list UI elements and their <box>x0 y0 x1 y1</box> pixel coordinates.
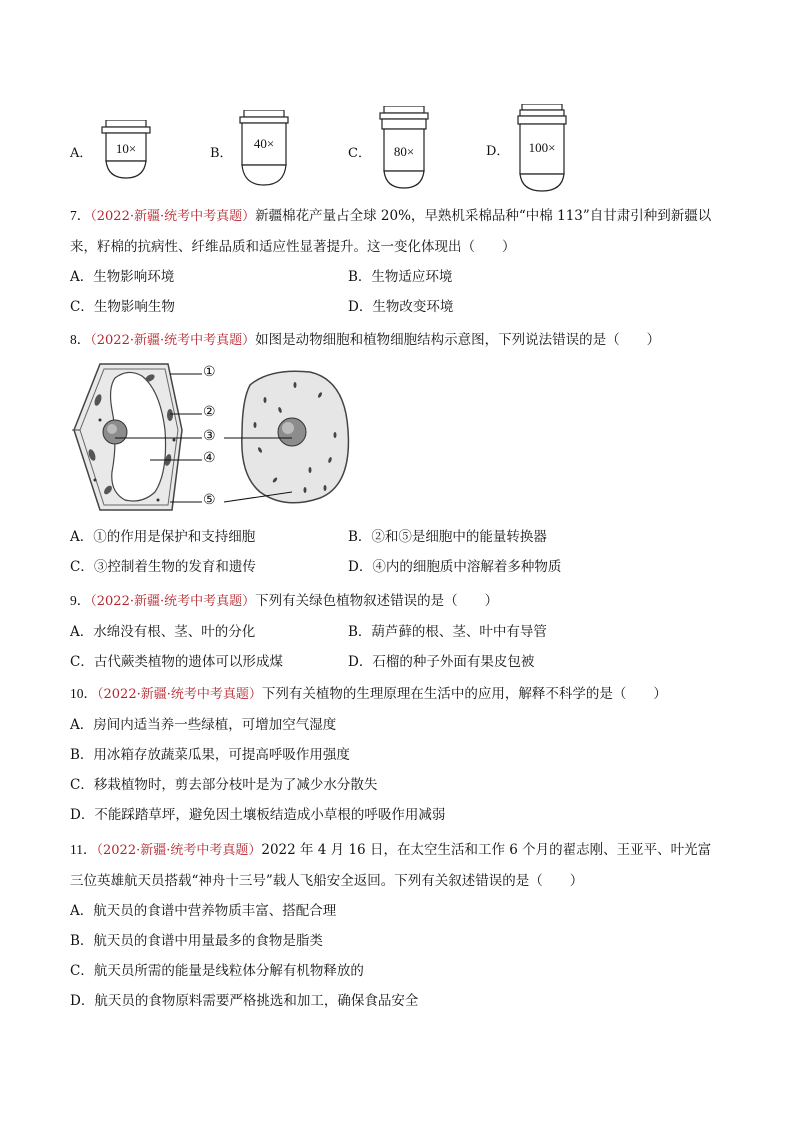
question-stem: 下列有关绿色植物叙述错误的是（ ） <box>255 593 499 609</box>
question-11 <box>70 835 730 1016</box>
cell-diagram-svg <box>70 360 370 520</box>
question-source: （2022·新疆·统考中考真题） <box>96 843 262 858</box>
q6-option-letter: A． <box>70 146 93 161</box>
option-a: A．房间内适当养一些绿植，可增加空气湿度 <box>70 717 337 733</box>
lens-magnification-label: 10× <box>115 141 137 156</box>
question-number: 10． <box>70 686 97 701</box>
question-stem: 下列有关植物的生理原理在生活中的应用，解释不科学的是（ ） <box>261 686 667 702</box>
objective-lens-icon <box>374 106 434 194</box>
option-d: D．生物改变环境 <box>348 299 454 315</box>
diagram-label-3: ③ <box>203 428 216 444</box>
q6-option-d <box>486 100 626 195</box>
option-c: C．古代蕨类植物的遗体可以形成煤 <box>70 654 283 670</box>
question-number: 7． <box>70 208 91 223</box>
option-c: C．生物影响生物 <box>70 299 175 315</box>
option-c: C．航天员所需的能量是线粒体分解有机物释放的 <box>70 963 364 979</box>
objective-lens-icon <box>98 120 154 186</box>
option-b: B．生物适应环境 <box>348 269 453 285</box>
q6-option-a <box>70 100 200 195</box>
q6-lens-options <box>70 100 670 195</box>
option-b: B．葫芦藓的根、茎、叶中有导管 <box>348 624 547 640</box>
objective-lens-icon <box>234 110 294 190</box>
question-stem: 如图是动物细胞和植物细胞结构示意图，下列说法错误的是（ ） <box>255 332 661 348</box>
question-stem-continued: 来，籽棉的抗病性、纤维品质和适应性显著提升。这一变化体现出（ ） <box>70 239 516 255</box>
question-stem: 新疆棉花产量占全球 20%，早熟机采棉品种“中棉 113”自甘肃引种到新疆以 <box>255 208 712 224</box>
q6-option-c <box>348 100 478 195</box>
q6-option-letter: C． <box>348 146 371 161</box>
option-b: B．航天员的食谱中用量最多的食物是脂类 <box>70 933 323 949</box>
plant-cell <box>72 364 182 510</box>
option-d: D．石榴的种子外面有果皮包被 <box>348 654 535 670</box>
diagram-label-4: ④ <box>203 450 216 466</box>
cell-structure-diagram <box>70 360 370 520</box>
question-number: 8． <box>70 332 91 347</box>
question-source: （2022·新疆·统考中考真题） <box>97 687 262 702</box>
question-source: （2022·新疆·统考中考真题） <box>90 333 256 348</box>
question-10 <box>70 679 730 830</box>
question-7 <box>70 201 730 322</box>
question-source: （2022·新疆·统考中考真题） <box>90 209 256 224</box>
diagram-label-5: ⑤ <box>203 492 216 508</box>
q6-option-letter: B． <box>210 146 233 161</box>
objective-lens-icon <box>512 104 572 196</box>
lens-magnification-label: 100× <box>528 140 556 155</box>
question-number: 11． <box>70 842 97 857</box>
option-a: A．生物影响环境 <box>70 269 175 285</box>
question-stem: 2022 年 4 月 16 日，在太空生活和工作 6 个月的翟志刚、王亚平、叶光富 <box>261 842 712 858</box>
lens-magnification-label: 40× <box>253 136 275 151</box>
option-b: B．用冰箱存放蔬菜瓜果，可提高呼吸作用强度 <box>70 747 350 763</box>
question-9 <box>70 586 730 677</box>
option-d: D．④内的细胞质中溶解着多种物质 <box>348 559 562 575</box>
q6-option-b <box>210 100 340 195</box>
question-number: 9． <box>70 593 91 608</box>
question-8-options <box>70 522 730 582</box>
q6-option-letter: D． <box>486 144 510 159</box>
option-d: D．航天员的食物原料需要严格挑选和加工，确保食品安全 <box>70 993 419 1009</box>
animal-cell <box>242 371 349 503</box>
option-b: B．②和⑤是细胞中的能量转换器 <box>348 529 547 545</box>
option-c: C．移栽植物时，剪去部分枝叶是为了减少水分散失 <box>70 777 378 793</box>
option-a: A．水绵没有根、茎、叶的分化 <box>70 624 256 640</box>
option-d: D．不能踩踏草坪，避免因土壤板结造成小草根的呼吸作用减弱 <box>70 807 446 823</box>
option-a: A．①的作用是保护和支持细胞 <box>70 529 256 545</box>
option-a: A．航天员的食谱中营养物质丰富、搭配合理 <box>70 903 337 919</box>
diagram-label-1: ① <box>203 364 216 380</box>
question-source: （2022·新疆·统考中考真题） <box>90 594 256 609</box>
lens-magnification-label: 80× <box>393 144 415 159</box>
option-c: C．③控制着生物的发育和遗传 <box>70 559 256 575</box>
question-8 <box>70 325 730 356</box>
question-stem-continued: 三位英雄航天员搭载“神舟十三号”载人飞船安全返回。下列有关叙述错误的是（ ） <box>70 873 584 889</box>
diagram-label-2: ② <box>203 404 216 420</box>
